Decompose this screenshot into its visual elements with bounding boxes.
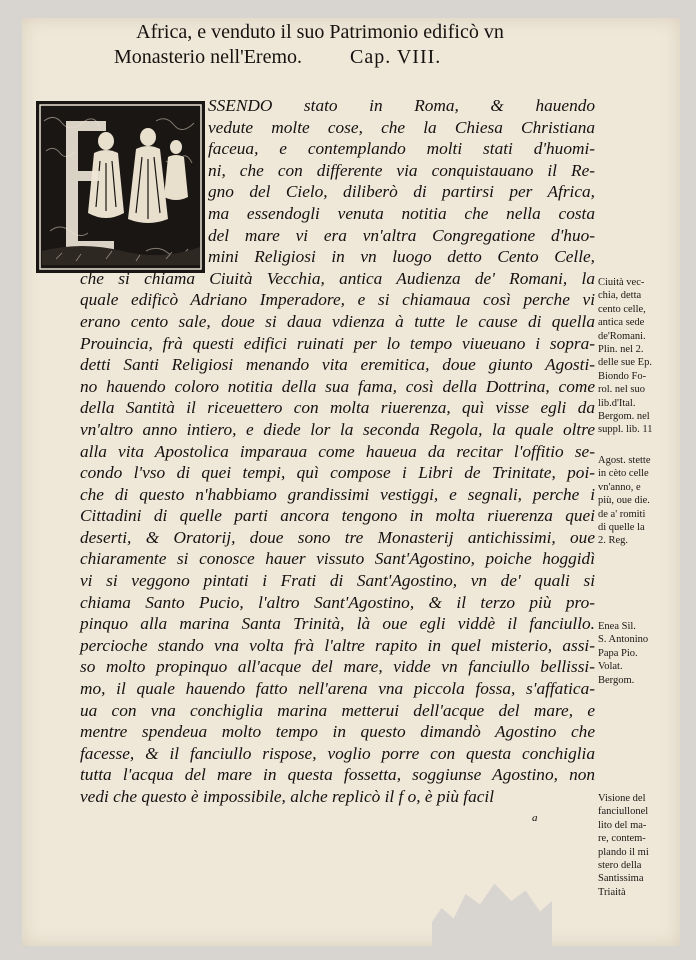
text-line: gno del Cielo, diliberò di partirsi per Africa, bbox=[208, 182, 595, 202]
margin-line: delle sue Ep. bbox=[598, 357, 652, 369]
text-line: che di questo n'habbiamo grandissimi vestiggi, e segnali, perche i bbox=[80, 484, 595, 504]
margin-line: plando il mi bbox=[598, 846, 649, 858]
text-line: ni, che con differente via conquistauano il Re- bbox=[208, 160, 595, 180]
text-line: vedute molte cose, che la Chiesa Christiana bbox=[208, 117, 595, 137]
text-line: vedi che questo è impossibile, alche replicò il f o, è più facil bbox=[80, 787, 495, 806]
margin-line: rol. nel suo bbox=[598, 384, 645, 396]
text-line: facesse, & il fanciullo rispose, voglio porre con questa conchiglia bbox=[80, 743, 595, 763]
margin-line: Biondo Fo- bbox=[598, 370, 647, 382]
margin-line: in cèto celle bbox=[598, 468, 649, 480]
margin-line: Bergom. nel bbox=[598, 411, 650, 423]
margin-line: più, oue die. bbox=[598, 495, 650, 507]
chapter-number: Cap. VIII. bbox=[350, 46, 442, 68]
text-line: alla vita Apostolica imparaua come haueua da recitar l'offitio se- bbox=[80, 441, 595, 461]
text-line: faceua, e contemplando molti stati d'huomi- bbox=[208, 139, 595, 159]
margin-note-3 bbox=[598, 620, 684, 687]
margin-line: Santissima bbox=[598, 873, 644, 885]
margin-note-4 bbox=[598, 792, 684, 899]
main-text-column bbox=[80, 95, 595, 829]
text-line: chiaramente si conosce hauer vissuto Sant'Agostino, poiche hoggidì bbox=[80, 549, 595, 569]
header-line-2 bbox=[60, 45, 580, 70]
text-line: Cittadini di quelle parti ancora tengono in molta riuerenza quei bbox=[80, 506, 595, 526]
margin-line: chia, detta bbox=[598, 290, 642, 302]
margin-line: de a' romiti bbox=[598, 508, 646, 520]
margin-line: re, contem- bbox=[598, 833, 646, 845]
text-line: condo l'vso di quei tempi, quì compose i Libri de Trinitate, poi- bbox=[80, 463, 595, 483]
text-line: chiama Santo Pucio, l'altro Sant'Agostino, & il terzo più pro- bbox=[80, 592, 595, 612]
text-line: che si chiama Ciuità Vecchia, antica Audienza de' Romani, la bbox=[80, 268, 595, 288]
text-line: so molto propinquo all'acque del mare, vidde vn fanciullo bellissi- bbox=[80, 657, 595, 677]
text-line: vi si veggono pintati i Frati di Sant'Agostino, vn de' quali si bbox=[80, 571, 595, 591]
text-line: del mare vi era vn'altra Congregatione d'huo- bbox=[208, 225, 595, 245]
margin-line: de'Romani. bbox=[598, 330, 646, 342]
text-line: ma essendogli venuta notitia che nella costa bbox=[208, 203, 595, 223]
margin-line: vn'anno, e bbox=[598, 481, 641, 493]
text-line: Prouincia, frà questi edifici ruinati per lo tempo viueuano i sopra- bbox=[80, 333, 595, 353]
text-line: detti Santi Religiosi menando vita eremitica, doue giunto Agosti- bbox=[80, 355, 595, 375]
margin-line: Agost. stette bbox=[598, 455, 651, 466]
text-line: vn'altro anno intiero, e diede lor la seconda Regola, la quale oltre bbox=[80, 419, 595, 439]
margin-line: antica sede bbox=[598, 317, 645, 329]
text-line: deserti, & Oratorij, doue sono tre Monasterij antichissimi, oue bbox=[80, 527, 595, 547]
margin-line: lito del ma- bbox=[598, 819, 647, 831]
text-line: percioche stando vna volta frà l'altre rapito in quel misterio, assi- bbox=[80, 635, 595, 655]
margin-line: Triaità bbox=[598, 886, 626, 898]
text-line: mini Religiosi in vn luogo detto Cento Celle, bbox=[208, 247, 595, 267]
text-line: mentre spendeua molto tempo in questo dimandò Agostino che bbox=[80, 722, 595, 742]
margin-line: Volat. bbox=[598, 661, 623, 673]
margin-line: cento celle, bbox=[598, 303, 646, 315]
margin-line: di quelle la bbox=[598, 522, 645, 534]
text-line: erano cento sale, doue si daua vdienza à tutte le cause di quella bbox=[80, 311, 595, 331]
margin-line: 2. Reg. bbox=[598, 535, 629, 547]
header-title: Monasterio nell'Eremo. bbox=[114, 46, 302, 68]
margin-line: Papa Pio. bbox=[598, 647, 638, 659]
margin-line: Plin. nel 2. bbox=[598, 344, 644, 356]
margin-line: S. Antonino bbox=[598, 634, 649, 646]
margin-line: fanciullonel bbox=[598, 806, 649, 818]
text-line: quale edificò Adriano Imperadore, e si chiamaua così perche vi bbox=[80, 290, 595, 310]
margin-line: stero della bbox=[598, 860, 642, 872]
margin-note-2 bbox=[598, 454, 684, 548]
margin-line: Visione del bbox=[598, 793, 646, 804]
margin-line: Enea Sil. bbox=[598, 621, 636, 632]
margin-line: lib.d'Ital. bbox=[598, 397, 636, 409]
header-line-1: Africa, e venduto il suo Patrimonio edificò vn bbox=[136, 21, 504, 43]
text-line: mo, il quale hauendo fatto nell'arena vna piccola fossa, s'affatica- bbox=[80, 679, 595, 699]
text-line: tutta l'acqua del mare in questa fossetta, soggiunse Agostino, non bbox=[80, 765, 595, 785]
margin-line: Bergom. bbox=[598, 674, 635, 686]
text-line: no hauendo coloro notitia della sua fama, così della Dottrina, come bbox=[80, 376, 595, 396]
text-fragment: a bbox=[532, 811, 538, 824]
text-line: SSENDO stato in Roma, & hauendo bbox=[208, 96, 595, 115]
margin-line: Ciuità vec- bbox=[598, 277, 645, 288]
margin-note-1 bbox=[598, 276, 684, 437]
text-line: pinquo alla marina Santa Trinità, là oue egli viddè il fanciullo. bbox=[80, 614, 595, 634]
text-line: ua con vna conchiglia marina metterui dell'acque del mare, e bbox=[80, 700, 595, 720]
text-line: della Santità il riceuettero con molta riuerenza, quì visse egli da bbox=[80, 398, 595, 418]
margin-line: suppl. lib. 11 bbox=[598, 424, 653, 436]
running-header bbox=[60, 20, 580, 70]
